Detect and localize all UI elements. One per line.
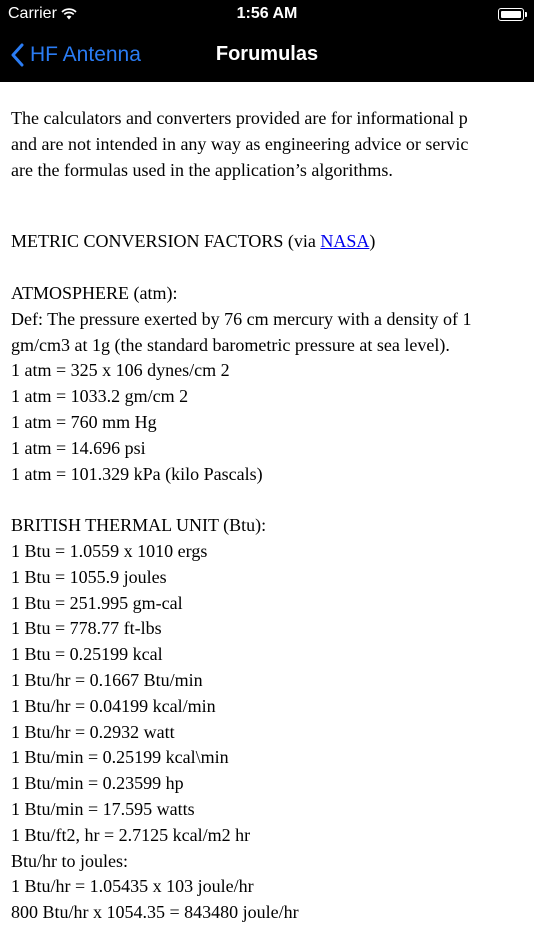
battery-icon	[498, 8, 524, 21]
intro-line: The calculators and converters provided are for informational p	[11, 108, 468, 128]
formula-line: 1 Btu = 251.995 gm-cal	[11, 592, 183, 613]
formula-line: 1 atm = 325 x 106 dynes/cm 2	[11, 360, 230, 381]
status-bar	[0, 0, 534, 30]
formula-line: 1 Btu/hr = 0.1667 Btu/min	[11, 669, 203, 690]
section-heading-btu: BRITISH THERMAL UNIT (Btu):	[11, 515, 267, 536]
formula-line: 1 Btu/ft2, hr = 2.7125 kcal/m2 hr	[11, 824, 251, 845]
metric-heading-suffix: )	[369, 231, 376, 252]
formula-line: Btu/hr to joules:	[11, 850, 128, 871]
back-button-label: HF Antenna	[30, 43, 141, 66]
formula-line: 1 Btu = 1055.9 joules	[11, 566, 167, 587]
formulas-text	[11, 106, 534, 926]
formulas-content[interactable]	[0, 82, 534, 950]
formula-line: 1 Btu = 0.25199 kcal	[11, 644, 163, 665]
formula-line: 1 atm = 760 mm Hg	[11, 411, 157, 432]
formula-line: 1 Btu/hr = 0.04199 kcal/min	[11, 695, 216, 716]
page-title: Forumulas	[215, 43, 319, 65]
battery-level-fill	[501, 11, 521, 18]
atm-lines	[11, 307, 534, 488]
intro-line: are the formulas used in the application’s algorithms.	[11, 159, 393, 180]
nasa-link[interactable]: NASA	[320, 231, 370, 252]
formula-line: gm/cm3 at 1g (the standard barometric pressure at sea level).	[11, 334, 450, 355]
formula-line: 1 atm = 14.696 psi	[11, 437, 146, 458]
formula-line: Def: The pressure exerted by 76 cm mercury with a density of 1	[11, 308, 472, 329]
formula-line: 1 atm = 1033.2 gm/cm 2	[11, 386, 189, 407]
formula-line: 1 atm = 101.329 kPa (kilo Pascals)	[11, 463, 263, 484]
formula-line: 1 Btu/min = 17.595 watts	[11, 798, 195, 819]
formula-line: 1 Btu/hr = 1.05435 x 103 joule/hr	[11, 876, 254, 897]
formula-line: 1 Btu/min = 0.25199 kcal\min	[11, 747, 229, 768]
intro-line: and are not intended in any way as engineering advice or servic	[11, 133, 469, 154]
formula-line: 1 Btu = 1.0559 x 1010 ergs	[11, 540, 208, 561]
carrier-label: Carrier	[8, 5, 57, 22]
metric-heading-text: METRIC CONVERSION FACTORS (via	[11, 231, 321, 252]
formula-line: 800 Btu/hr x 1054.35 = 843480 joule/hr	[11, 902, 299, 923]
navigation-bar	[0, 30, 534, 82]
formula-line: 1 Btu/hr = 0.2932 watt	[11, 721, 175, 742]
formula-line: 1 Btu = 778.77 ft-lbs	[11, 618, 162, 639]
section-heading-atm: ATMOSPHERE (atm):	[11, 282, 178, 303]
btu-lines	[11, 539, 534, 926]
formula-line: 1 Btu/min = 0.23599 hp	[11, 773, 184, 794]
status-time: 1:56 AM	[236, 5, 298, 22]
metric-heading	[11, 229, 534, 255]
